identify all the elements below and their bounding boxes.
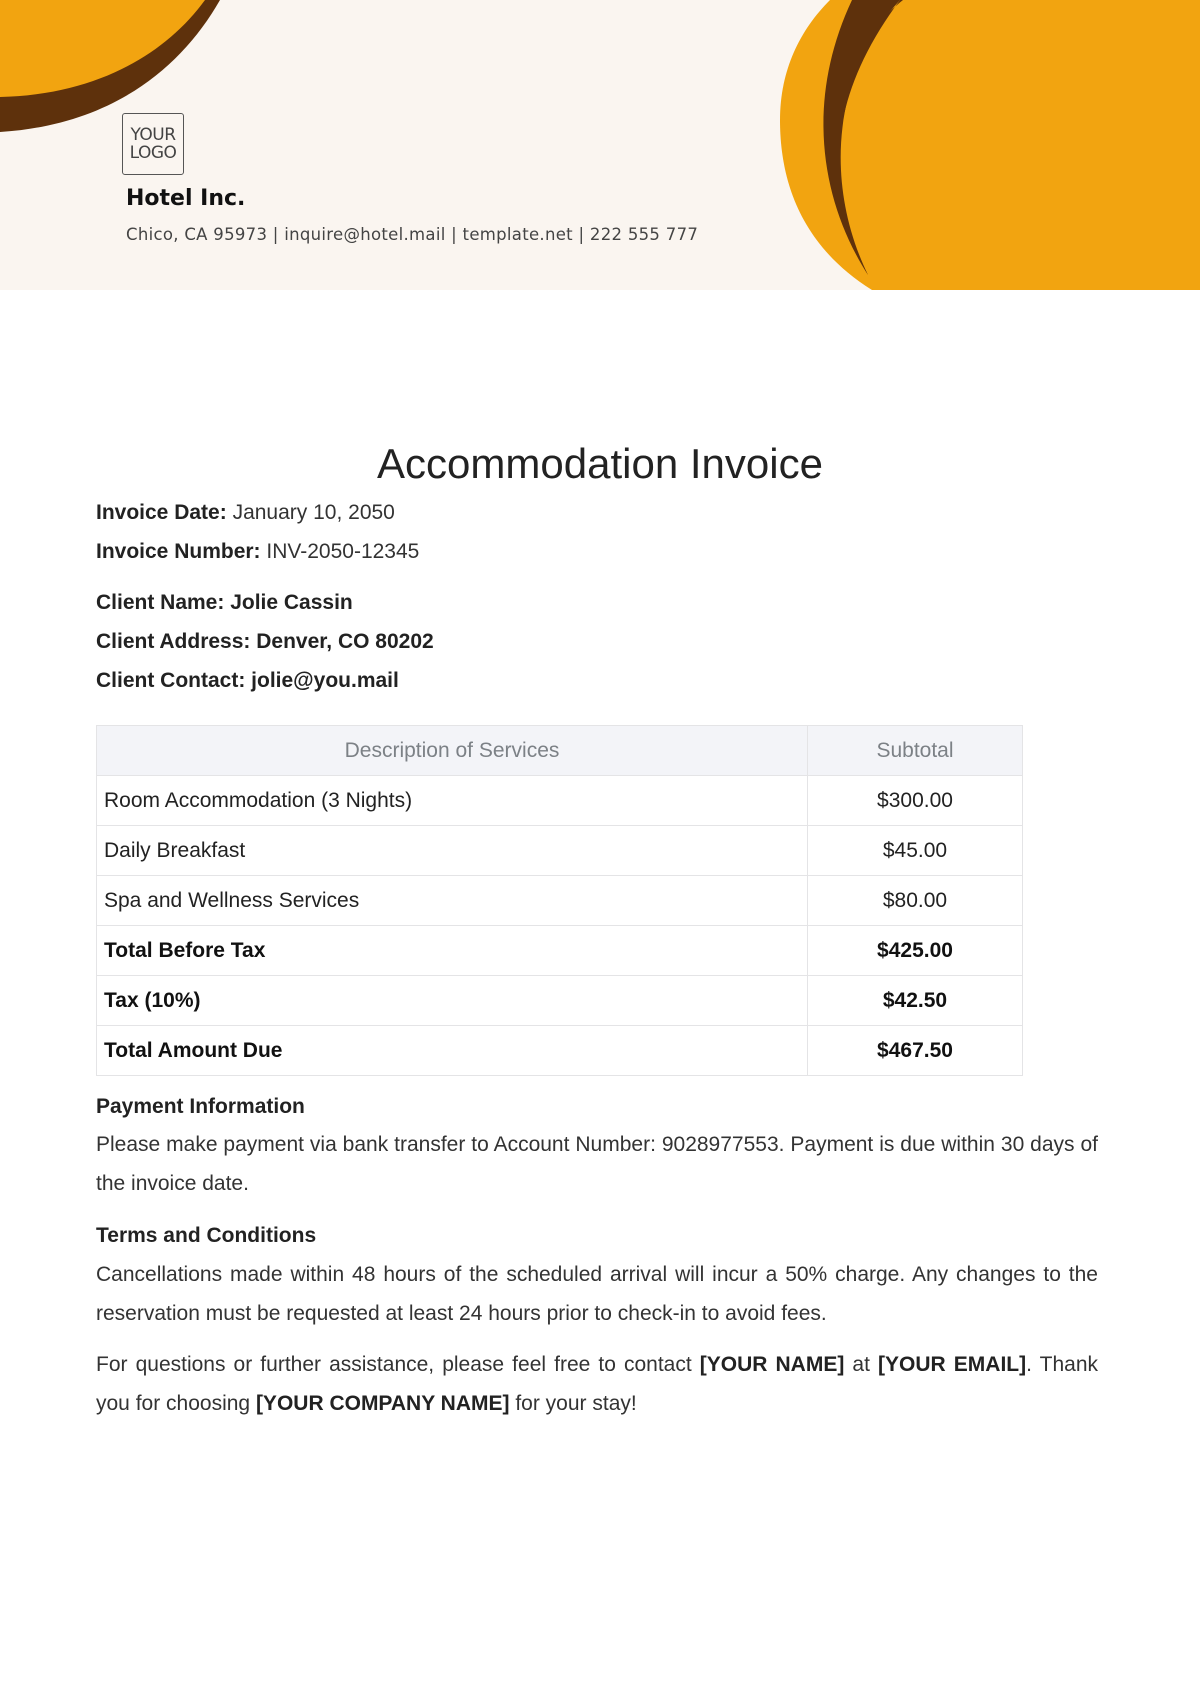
client-contact: Client Contact: jolie@you.mail <box>96 669 399 692</box>
row-amount: $300.00 <box>808 776 1023 826</box>
total-due-label: Total Amount Due <box>97 1026 808 1076</box>
total-due-row <box>97 1026 1023 1076</box>
table-row <box>97 826 1023 876</box>
header-description: Description of Services <box>97 726 808 776</box>
logo-line-1: YOUR <box>130 125 176 145</box>
total-before-tax-label: Total Before Tax <box>97 926 808 976</box>
row-amount: $80.00 <box>808 876 1023 926</box>
invoice-number-value: INV-2050-12345 <box>266 540 420 563</box>
row-description: Spa and Wellness Services <box>97 876 808 926</box>
total-before-tax-amount: $425.00 <box>808 926 1023 976</box>
closing-part-2: at <box>844 1353 879 1376</box>
terms-heading: Terms and Conditions <box>96 1224 317 1247</box>
name-placeholder: [YOUR NAME] <box>699 1353 845 1376</box>
payment-heading: Payment Information <box>96 1095 305 1118</box>
client-address: Client Address: Denver, CO 80202 <box>96 630 434 653</box>
table-row <box>97 876 1023 926</box>
closing-part-4: for your stay! <box>509 1392 637 1415</box>
closing-text <box>96 1345 1098 1423</box>
terms-text: Cancellations made within 48 hours of the scheduled arrival will incur a 50% charge. Any changes to the reservation must be requested at least 24 hours prior to check-in to avoid fees. <box>96 1263 1098 1325</box>
letterhead <box>0 0 1200 290</box>
services-table <box>96 725 1023 1076</box>
client-name: Client Name: Jolie Cassin <box>96 591 353 614</box>
email-placeholder: [YOUR EMAIL] <box>878 1353 1027 1376</box>
table-row <box>97 776 1023 826</box>
closing-part-3: . Thank you for choosing <box>96 1353 1099 1415</box>
tax-row <box>97 976 1023 1026</box>
tax-amount: $42.50 <box>808 976 1023 1026</box>
header-subtotal: Subtotal <box>808 726 1023 776</box>
tax-label: Tax (10%) <box>97 976 808 1026</box>
company-contact-info: Chico, CA 95973 | inquire@hotel.mail | template.net | 222 555 777 <box>126 225 699 244</box>
company-name: Hotel Inc. <box>126 186 246 211</box>
invoice-number <box>96 540 419 564</box>
closing-part-1: For questions or further assistance, please feel free to contact <box>96 1353 700 1376</box>
invoice-date <box>96 501 395 525</box>
row-amount: $45.00 <box>808 826 1023 876</box>
logo-line-2: LOGO <box>129 143 177 163</box>
row-description: Room Accommodation (3 Nights) <box>97 776 808 826</box>
total-before-tax-row <box>97 926 1023 976</box>
invoice-number-label: Invoice Number: <box>96 540 261 563</box>
invoice-date-label: Invoice Date: <box>96 501 227 524</box>
total-due-amount: $467.50 <box>808 1026 1023 1076</box>
payment-text: Please make payment via bank transfer to Account Number: 9028977553. Payment is due within 30 days of the invoice date. <box>96 1133 1098 1195</box>
page-title: Accommodation Invoice <box>377 440 823 487</box>
table-header-row <box>97 726 1023 776</box>
invoice-date-value: January 10, 2050 <box>232 501 395 524</box>
row-description: Daily Breakfast <box>97 826 808 876</box>
logo-placeholder <box>122 113 184 175</box>
company-placeholder: [YOUR COMPANY NAME] <box>255 1392 510 1415</box>
